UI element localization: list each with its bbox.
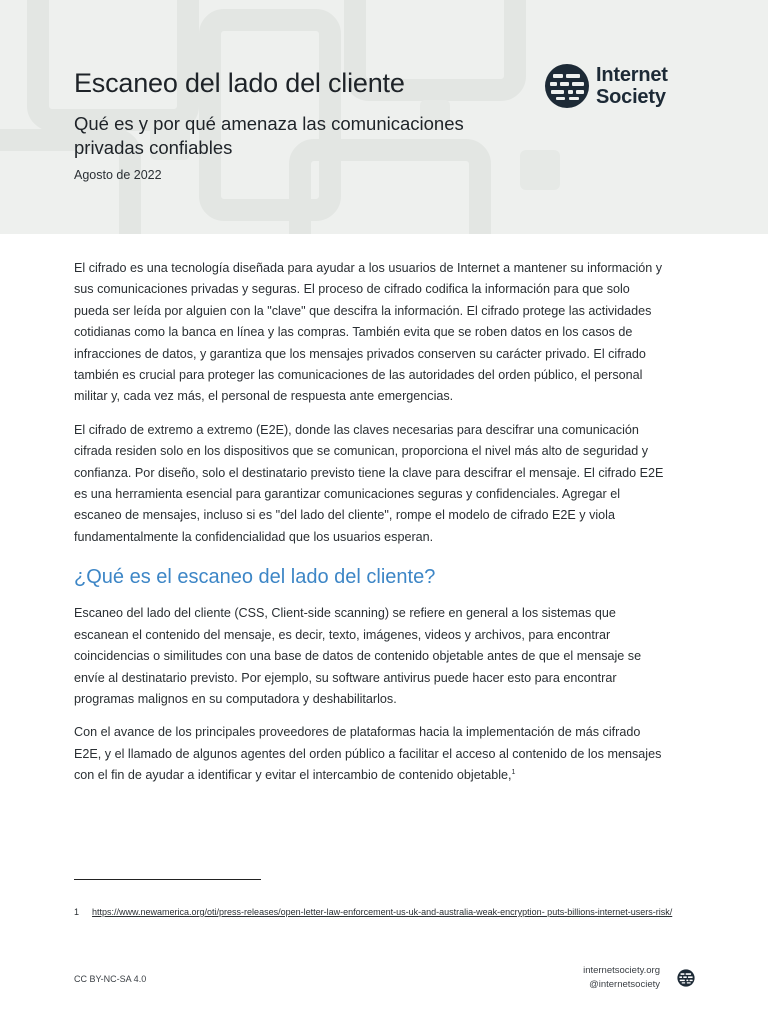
- logo-line-2: Society: [596, 86, 666, 108]
- body-paragraph: [74, 722, 668, 786]
- body-paragraph: Escaneo del lado del cliente (CSS, Client-side scanning) se refiere en general a los sistemas que escanean el contenido del mensaje, es decir, texto, imágenes, videos y archivos, para encontrar coincidencias o similitudes con una base de datos de contenido objetable antes de que el mensaje se envíe al destinatario previsto. Por ejemplo, su software antivirus puede hacer esto para encontrar programas malignos en su computadora y deshabilitarlos.: [74, 606, 642, 706]
- footnote: [74, 905, 674, 920]
- publication-date: Agosto de 2022: [74, 168, 162, 182]
- footnote-link[interactable]: https://www.newamerica.org/oti/press-releases/open-letter-law-enforcement-us-uk-and-australia-weak-encryption- puts-billions-internet-users-risk/: [92, 907, 673, 917]
- section-heading: ¿Qué es el escaneo del lado del cliente?: [74, 566, 436, 589]
- footer-contact: [583, 964, 660, 992]
- logo-wordmark: [596, 64, 668, 108]
- document-body: [74, 258, 668, 799]
- body-paragraph: El cifrado de extremo a extremo (E2E), donde las claves necesarias para descifrar una comunicación cifrada residen solo en los dispositivos que se comunican, proporciona el nivel más alto de seguridad y confianza. Por diseño, solo el destinatario previsto tiene la clave para descifrar el mensaje. El cifrado E2E es una herramienta esencial para garantizar comunicaciones seguras y confidenciales. Agregar el escaneo de mensajes, incluso si es "del lado del cliente", rompe el modelo de cifrado E2E y viola fundamentalmente la confidencialidad que los usuarios esperan.: [74, 422, 664, 544]
- document-subtitle: Qué es y por qué amenaza las comunicaciones privadas confiables: [74, 113, 464, 158]
- logo-line-1: Internet: [596, 64, 668, 86]
- license-text: CC BY-NC-SA 4.0: [74, 974, 147, 984]
- social-handle[interactable]: @internetsociety: [589, 979, 660, 990]
- isoc-globe-icon: [677, 969, 695, 987]
- internet-society-logo: [544, 63, 694, 111]
- body-paragraph: El cifrado es una tecnología diseñada para ayudar a los usuarios de Internet a mantener su información y sus comunicaciones privadas y seguras. El proceso de cifrado codifica la información para que solo pueda ser leída por alguien con la "clave" que descifra la información. El cifrado protege las actividades cotidianas como la banca en línea y las compras. También evita que se roben datos en los casos de infracciones de datos, y garantiza que los mensajes privados conserven su carácter privado. El cifrado también es crucial para proteger las comunicaciones de las autoridades del orden público, el personal militar y, cada vez más, el personal de respuesta ante emergencias.: [74, 261, 663, 404]
- footnote-number: 1: [74, 907, 80, 917]
- isoc-globe-icon: [544, 63, 590, 109]
- document-title: Escaneo del lado del cliente: [74, 68, 405, 98]
- website-link[interactable]: internetsociety.org: [583, 965, 660, 976]
- footnote-separator: [74, 879, 261, 880]
- footnote-reference[interactable]: 1: [511, 768, 516, 776]
- paragraph-text: Con el avance de los principales proveedores de plataformas hacia la implementación de más cifrado E2E, y el llamado de algunos agentes del orden público a facilitar el acceso al contenido de los mensajes con el fin de ayudar a identificar y evitar el intercambio de contenido objetable,: [74, 725, 662, 783]
- document-header: [0, 0, 768, 234]
